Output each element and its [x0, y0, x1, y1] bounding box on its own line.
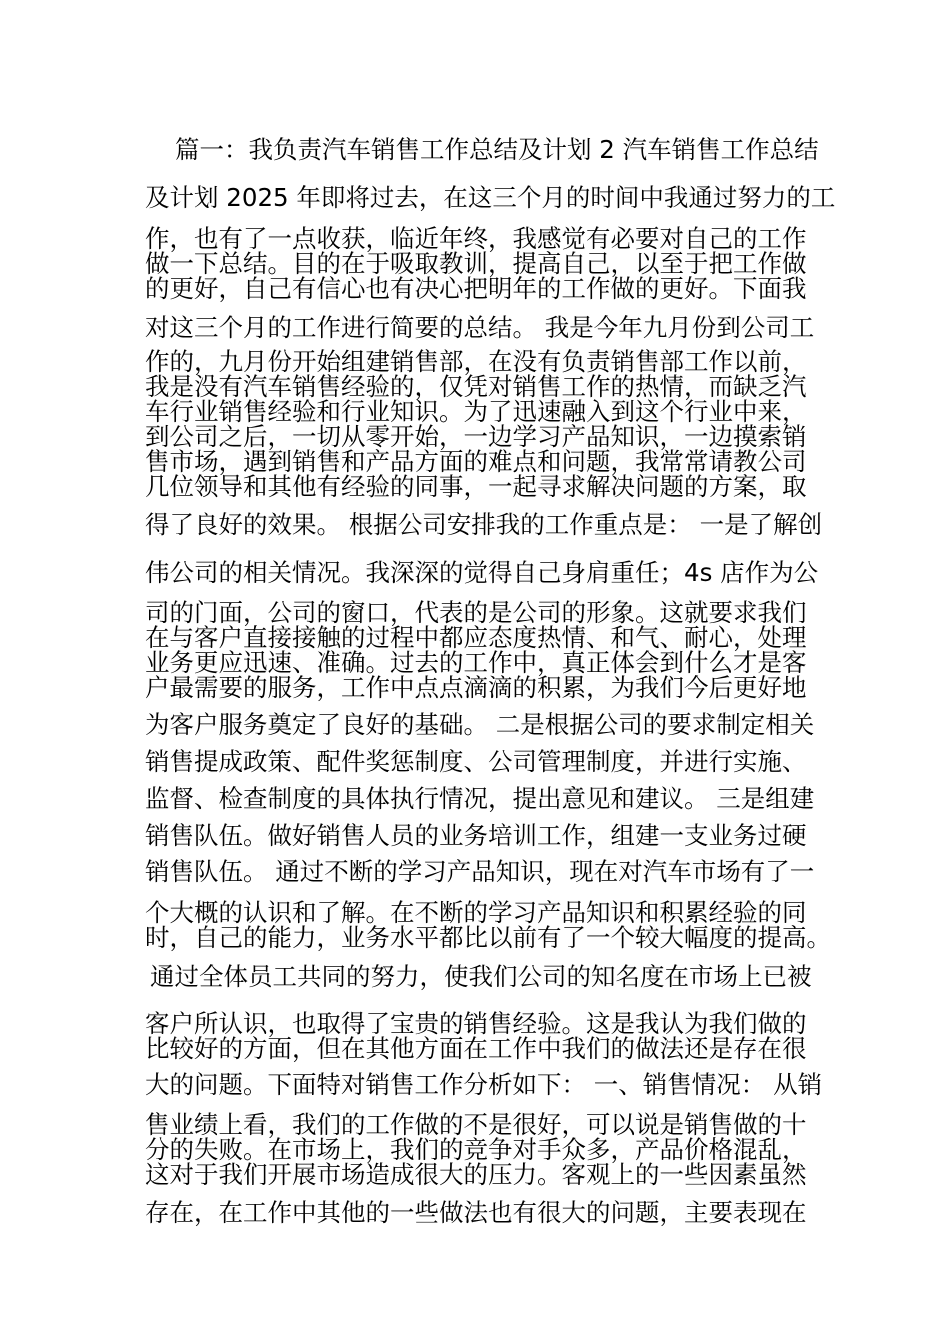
text-line-25: 时，自己的能力，业务水平都比以前有了一个较大幅度的提高。 [145, 923, 831, 952]
text-line-20: 销售提成政策、配件奖惩制度、公司管理制度，并进行实施、 [145, 747, 807, 776]
text-line-18: 户最需要的服务，工作中点点滴滴的积累，为我们今后更好地 [145, 673, 807, 702]
text-line-23: 销售队伍。 通过不断的学习产品知识，现在对汽车市场有了一 [145, 857, 815, 886]
text-line-1: 篇一：我负责汽车销售工作总结及计划 2 汽车销售工作总结 [175, 135, 819, 164]
text-line-7: 作的，九月份开始组建销售部，在没有负责销售部工作以前， [145, 347, 807, 376]
text-line-3: 作，也有了一点收获，临近年终，我感觉有必要对自己的工作 [145, 224, 807, 253]
text-line-27: 客户所认识，也取得了宝贵的销售经验。这是我认为我们做的 [145, 1009, 807, 1038]
text-line-2: 及计划 2025 年即将过去，在这三个月的时间中我通过努力的工 [145, 183, 836, 212]
text-line-29: 大的问题。下面特对销售工作分析如下： 一、销售情况： 从销 [145, 1070, 823, 1099]
text-line-28: 比较好的方面，但在其他方面在工作中我们的做法还是存在很 [145, 1034, 807, 1063]
text-line-24: 个大概的认识和了解。在不断的学习产品知识和积累经验的同 [145, 898, 807, 927]
text-line-13: 得了良好的效果。 根据公司安排我的工作重点是： 一是了解创 [145, 510, 823, 539]
text-line-4: 做一下总结。目的在于吸取教训，提高自己，以至于把工作做 [145, 249, 807, 278]
text-line-8: 我是没有汽车销售经验的，仅凭对销售工作的热情，而缺乏汽 [145, 372, 807, 401]
text-line-10: 到公司之后，一切从零开始，一边学习产品知识，一边摸索销 [145, 422, 807, 451]
text-line-5: 的更好，自己有信心也有决心把明年的工作做的更好。下面我 [145, 274, 807, 303]
text-line-15: 司的门面，公司的窗口，代表的是公司的形象。这就要求我们 [145, 598, 807, 627]
text-line-30: 售业绩上看，我们的工作做的不是很好，可以说是销售做的十 [145, 1110, 807, 1139]
text-line-14: 伟公司的相关情况。我深深的觉得自己身肩重任；4s 店作为公 [145, 558, 819, 587]
text-line-9: 车行业销售经验和行业知识。为了迅速融入到这个行业中来， [145, 397, 807, 426]
text-line-33: 存在，在工作中其他的一些做法也有很大的问题，主要表现在 [145, 1198, 807, 1227]
text-line-6: 对这三个月的工作进行简要的总结。 我是今年九月份到公司工 [145, 313, 815, 342]
text-line-17: 业务更应迅速、准确。过去的工作中，真正体会到什么才是客 [145, 648, 807, 677]
text-line-19: 为客户服务奠定了良好的基础。 二是根据公司的要求制定相关 [145, 710, 815, 739]
text-line-12: 几位领导和其他有经验的同事，一起寻求解决问题的方案，取 [145, 472, 807, 501]
text-line-31: 分的失败。在市场上，我们的竞争对手众多，产品价格混乱， [145, 1135, 807, 1164]
text-line-11: 售市场，遇到销售和产品方面的难点和问题，我常常请教公司 [145, 447, 807, 476]
text-line-16: 在与客户直接接触的过程中都应态度热情、和气、耐心，处理 [145, 623, 807, 652]
text-line-26: 通过全体员工共同的努力，使我们公司的知名度在市场上已被 [150, 962, 812, 991]
text-line-32: 这对于我们开展市场造成很大的压力。客观上的一些因素虽然 [145, 1160, 807, 1189]
text-line-22: 销售队伍。做好销售人员的业务培训工作，组建一支业务过硬 [145, 821, 807, 850]
text-line-21: 监督、检查制度的具体执行情况，提出意见和建议。 三是组建 [145, 784, 815, 813]
